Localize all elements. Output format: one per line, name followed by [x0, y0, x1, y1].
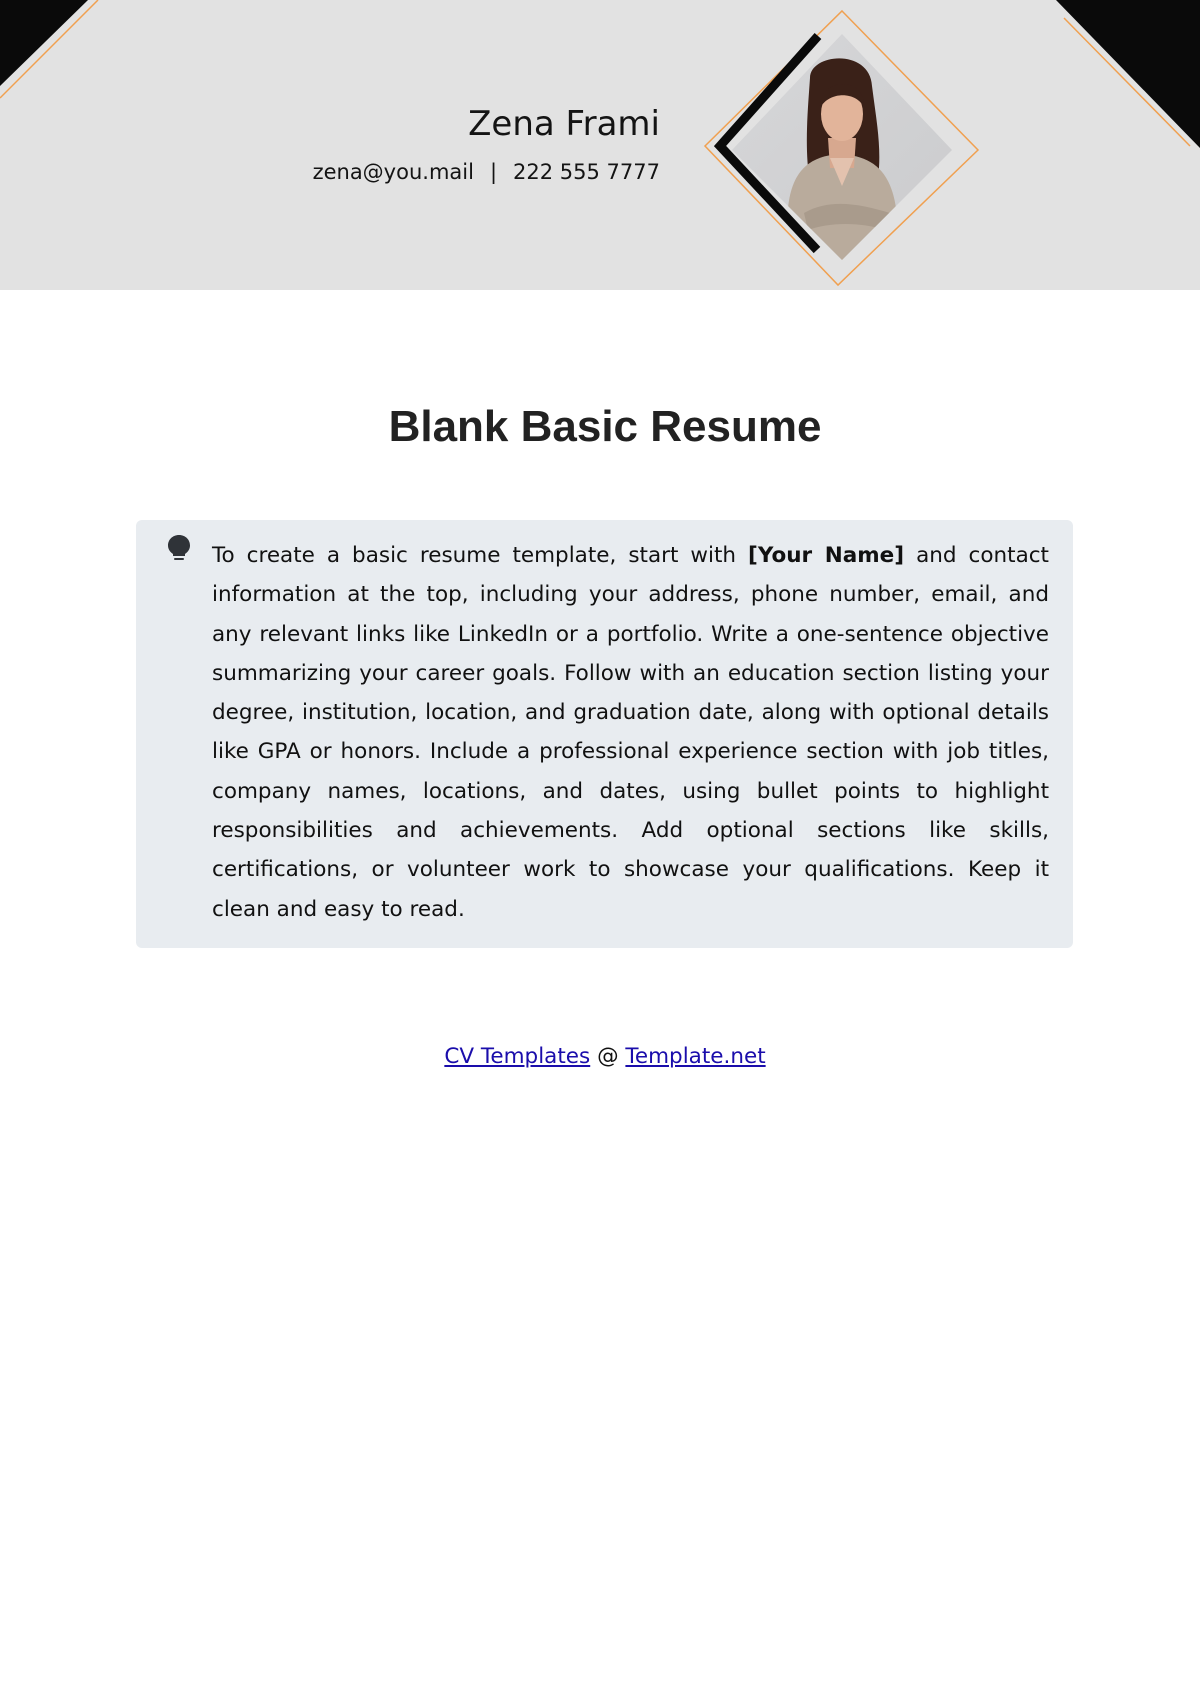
header-decoration: [0, 0, 1200, 290]
footer: [0, 1044, 1200, 1069]
avatar: [700, 8, 982, 290]
email-text: zena@you.mail: [312, 160, 474, 184]
tip-text-start: To create a basic resume template, start with: [212, 543, 749, 568]
profile-photo: [700, 8, 982, 290]
top-right-corner-shape: [1056, 0, 1200, 148]
header-banner: [0, 0, 1200, 290]
lightbulb-icon: [166, 534, 192, 564]
tip-text-rest: and contact information at the top, including your address, phone number, email, and any relevant links like LinkedIn or a portfolio. Write a one-sentence objective summarizing your career goals. Follow with an education section listing your degree, institution, location, and graduation date, along with optional details like GPA or honors. Include a professional experience section with job titles, company names, locations, and dates, using bullet points to highlight responsibilities and achievements. Add optional sections like skills, certifications, or volunteer work to showcase your qualifications. Keep it clean and easy to read.: [212, 543, 1049, 922]
top-left-corner-shape: [0, 0, 88, 86]
tip-box: [136, 520, 1073, 948]
page-title: Blank Basic Resume: [388, 402, 822, 451]
person-name: Zena Frami: [468, 104, 660, 144]
tip-placeholder-name: [Your Name]: [748, 543, 905, 568]
tip-text: [212, 536, 1049, 929]
contact-separator: |: [489, 160, 498, 184]
template-net-link[interactable]: Template.net: [625, 1044, 766, 1069]
footer-at: @: [597, 1044, 619, 1069]
phone-text: 222 555 7777: [513, 160, 660, 184]
cv-templates-link[interactable]: CV Templates: [444, 1044, 591, 1069]
contact-line: [313, 160, 660, 184]
